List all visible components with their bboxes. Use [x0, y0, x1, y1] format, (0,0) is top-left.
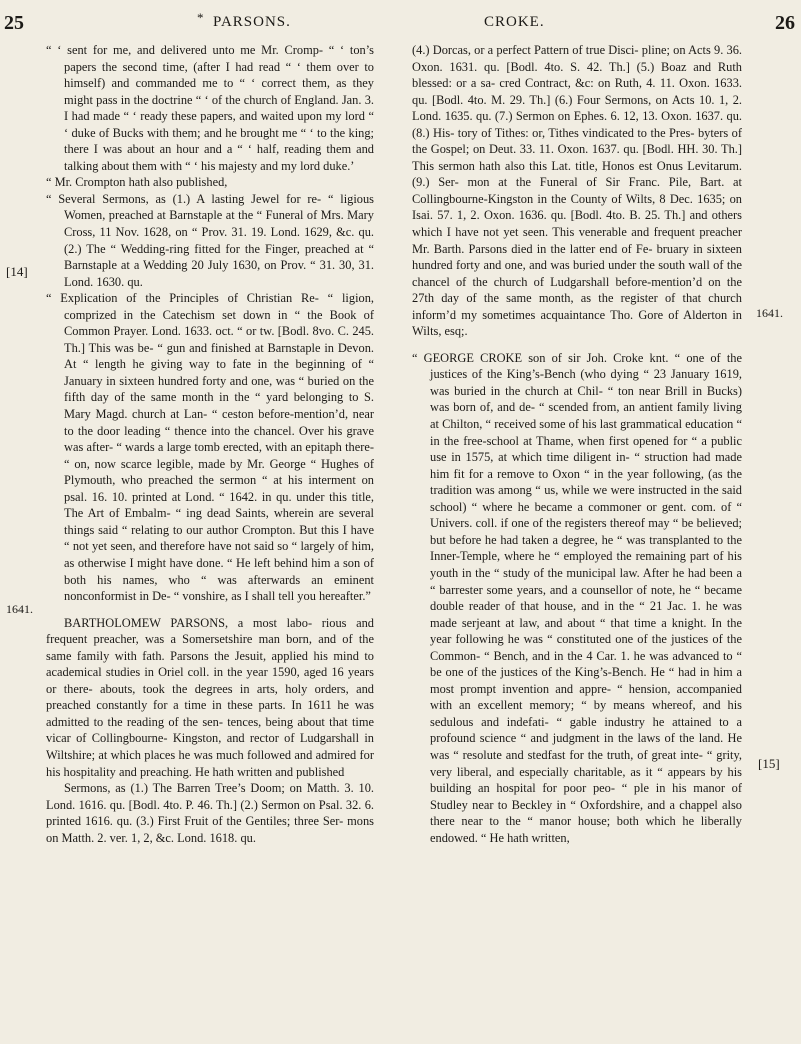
running-title-left: * PARSONS. [213, 14, 291, 31]
page-number-left: 25 [4, 12, 24, 34]
parsons-entry: BARTHOLOMEW PARSONS, a most labo- rious and frequent preacher, was a Somersetshire man born, and of the same family with fath. Parsons the Jesuit, applied his mind to academical studies in Oriel coll. in the year 1590, aged 16 years or there- abouts, took the degrees in arts, holy orders, and preached constantly for a time in these parts. In 1611 he was admitted to the reading of the sen- tences, being about that time vicar of Collingbourne- Kingston, and rector of Ludgarshall in Wiltshire; at which places he was much followed and admired for his hospitality and preaching. He hath written and published [46, 615, 374, 779]
page-number-right: 26 [775, 12, 795, 34]
running-title-right: CROKE. [484, 14, 545, 30]
margin-year-right: 1641. [756, 306, 783, 320]
croke-entry: “ GEORGE CROKE son of sir Joh. Croke knt. “ one of the justices of the King’s-Bench (who dying “ 23 January 1619, was buried in the church at Chil- “ ton near Brill in Bucks) was born of, and de- “ scended from, an antient family living at Chilton, “ received some of his last grammatical education “ in the free-school at Thame, when first opened for “ a public use in 1575, at which time diligent in- “ struction had made him fit for a remove to Oxon “ in the year following, (as the tradition was among “ us, while we were instructed in the said school) “ where he became a commoner or gent. com. of “ Univers. coll. if one of the registers thereof may “ be believed; but before he had taken a degree, he “ was transplanted to the Inner-Temple, where he “ employed the remaining part of his youth in the “ study of the municipal law. After he had been a “ barrester some years, and a counsellor of note, he “ became double reader of that house, and in the “ 21 Jac. 1. he was made serjeant at law, and about “ that time a knight. In the year following he was “ constituted one of the justices of the Common- “ Bench, and in the 4 Car. 1. he was advanced to “ be one of the justices of the King’s-Bench. He “ had in him a most prompt invention and appre- “ hension, accompanied with an excellent memory; “ by means whereof, and his sedulous and indefati- “ gable industry he attained to a profound science “ and judgment in the laws of the land. He was “ resolute and stedfast for the truth, of great inte- “ grity, very liberal, and especially charitable, as it “ appears by his building an hospital for poor peo- “ ple in his manor of Studley near to Beckley in “ Oxfordshire, and a chappel also there near to the “ manor house; both which he liberally endowed. “ He hath written, [412, 350, 742, 845]
crompton-explication: “ Explication of the Principles of Christian Re- “ ligion, comprized in the Catechism set down in “ the Book of Common Prayer. Lond. 1633. oct. “ or tw. [Bodl. 8vo. C. 245. Th.] This was be- “ gun and finished at Barnstaple in Devon. At “ length he giving way to fate in the beginning of “ January in sixteen hundred forty and one, was “ buried on the fifth day of the same month in the “ yard belonging to S. Mary Magd. church at Lan- “ ceston before-mention’d, near to the door leading “ thence into the chancel. Over his grave was after- “ wards a large tomb erected, with an epitaph there- “ on, now scarce legible, made by Mr. George “ Hughes of Plymouth, who preached the sermon “ at his interment on psal. 16. 10. printed at Lond. “ 1642. in qu. under this title, The Art of Embalm- “ ing dead Saints, wherein are several things said “ relating to our author Crompton. But this I have “ not yet seen, and therefore have not said so “ largely of him, as otherwise I might have done. “ He left behind him a son of both his names, who “ was afterwards an eminent nonconformist in De- “ vonshire, as I shall tell you hereafter.” [46, 291, 374, 604]
parsons-sermons-continued: (4.) Dorcas, or a perfect Pattern of true Disci- pline; on Acts 9. 36. Oxon. 1631. qu. [Bodl. 4to. S. 42. Th.] (5.) Boaz and Ruth blessed: or a sa- cred Contract, &c: on Ruth, 4. 11. Oxon. 1633. qu. [Bodl. 4to. M. 29. Th.] (6.) Four Sermons, on Acts 10. 1, 2. Lond. 1635. qu. (7.) Sermon on Ephes. 6. 12, 13. Oxon. 1637. qu. (8.) His- tory of Tithes: or, Tithes vindicated to the Pres- byters of the Gospel; on Deut. 33. 11. Oxon. 1637. qu. [Bodl. HH. 30. Th.] This sermon hath also this Lat. title, Honos est Onus Levitarum. (9.) Ser- mon at the Funeral of Sir Franc. Pile, Bart. at Collingbourne-Kingston in the County of Wilts, 8 Dec. 1635; on Isai. 57. 1, 2. Oxon. 1636. qu. [Bodl. 4to. B. 25. Th.] and others which I have not yet seen. This venerable and frequent preacher Mr. Barth. Parsons died in the latter end of Fe- bruary in sixteen hundred forty and one, and was buried under the south wall of the chancel of the church of Ludgarshall before-mention’d on the 27th day of the same month, as the register of that church inform’d my sometimes acquaintance Tho. Gore of Alderton in Wilts, esq;. [412, 43, 742, 339]
margin-year-left: 1641. [6, 602, 33, 616]
margin-ref-right: [15] [758, 756, 780, 771]
crompton-published-intro: “ Mr. Crompton hath also published, [46, 175, 228, 190]
right-column [412, 42, 742, 846]
margin-ref-left: [14] [6, 264, 28, 279]
parsons-sermons: Sermons, as (1.) The Barren Tree’s Doom; on Matth. 3. 10. Lond. 1616. qu. [Bodl. 4to. P. 46. Th.] (2.) Sermon on Psal. 32. 6. printed 1616. qu. (3.) First Fruit of the Gentiles; three Ser- mons on Matth. 2. ver. 1, 2, &c. Lond. 1618. qu. [46, 781, 374, 845]
left-column [46, 42, 374, 846]
crompton-sermons: “ Several Sermons, as (1.) A lasting Jewel for re- “ ligious Women, preached at Barnstaple at the “ Funeral of Mrs. Mary Cross, 11 Nov. 1628, on “ Prov. 31. 19. Lond. 1629, &c. qu. (2.) The “ Wedding-ring fitted for the Finger, preached at “ Barnstaple at a Wedding 20 July 1630, on Prov. “ 31. 30, 31. Lond. 1630. qu. [46, 191, 374, 289]
running-header [0, 14, 801, 38]
crompton-quote: “ ‘ sent for me, and delivered unto me Mr. Cromp- “ ‘ ton’s papers the second time, (after I had read “ ‘ them over to himself) and commanded me to “ ‘ correct them, as they might pass in the doctrine “ ‘ of the church of England. Jan. 3. I had made “ ‘ ready these papers, and waited upon my lord “ ‘ duke of Bucks with them; and he brought me “ ‘ to the king; there I was about an hour and a “ ‘ half, reading them and talking about them with “ ‘ his majesty and my lord duke.’ [46, 43, 374, 173]
